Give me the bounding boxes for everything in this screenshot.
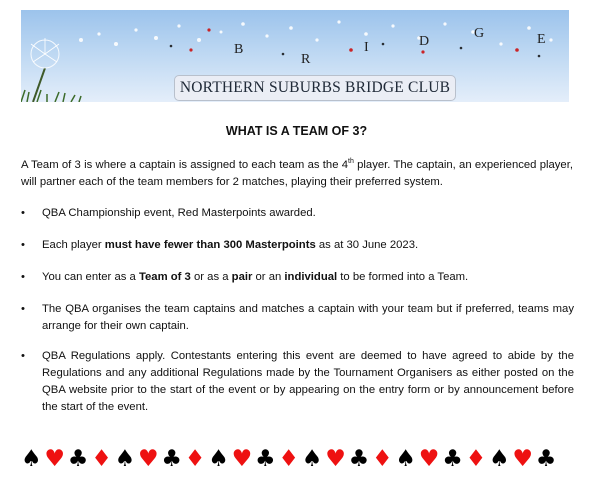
bullet-text-run: as at 30 June 2023. bbox=[315, 239, 419, 251]
bullet-dot: • bbox=[21, 350, 25, 362]
bullet-text-bold: individual bbox=[284, 271, 338, 283]
bullet-text-bold: must have fewer than 300 Masterpoints bbox=[104, 239, 316, 251]
intro-paragraph bbox=[21, 153, 573, 191]
bullet-text-run: or an bbox=[252, 271, 285, 283]
bullet-text-run: The QBA organises the team captains and matches a captain with your team but if preferred, teams may arrange for their own captain. bbox=[42, 303, 574, 332]
banner-letter-g: G bbox=[474, 26, 485, 41]
bullet-dot: • bbox=[21, 271, 25, 283]
heart-icon: ♥ bbox=[138, 446, 159, 472]
bullet-text-run: You can enter as a bbox=[42, 271, 139, 283]
bullet-dot: • bbox=[21, 303, 25, 315]
banner-letter-d: D bbox=[419, 34, 430, 49]
bullet-text bbox=[42, 269, 574, 286]
club-icon: ♣ bbox=[67, 446, 89, 472]
club-icon: ♣ bbox=[442, 446, 463, 472]
heart-icon: ♥ bbox=[418, 446, 440, 472]
suit-border bbox=[21, 445, 573, 473]
bullet-text-run: to be formed into a Team. bbox=[337, 271, 469, 283]
intro-text-start: A Team of 3 is where a captain is assigned to each team as the 4 bbox=[21, 158, 349, 171]
diamond-icon: ♦ bbox=[372, 446, 393, 472]
heart-icon: ♥ bbox=[44, 446, 66, 472]
bullet-dot: • bbox=[21, 207, 25, 219]
heart-icon: ♥ bbox=[325, 446, 346, 472]
club-icon: ♣ bbox=[161, 446, 183, 472]
spade-icon: ♠ bbox=[395, 446, 417, 472]
club-icon: ♣ bbox=[348, 446, 370, 472]
bullet-text bbox=[42, 348, 574, 416]
header-banner bbox=[21, 10, 569, 102]
banner-letter-r: R bbox=[301, 52, 311, 67]
club-name: NORTHERN SUBURBS BRIDGE CLUB bbox=[179, 79, 451, 96]
bullet-text bbox=[42, 205, 574, 222]
diamond-icon: ♦ bbox=[278, 446, 300, 472]
spade-icon: ♠ bbox=[301, 446, 323, 472]
diamond-icon: ♦ bbox=[184, 446, 206, 472]
intro-superscript: th bbox=[348, 158, 354, 165]
diamond-icon: ♦ bbox=[91, 446, 112, 472]
bullet-text-run: QBA Regulations apply. Contestants entering this event are deemed to have agreed to abide by the Regulations and any additional Regulations made by the Tournament Organisers as either posted on the QBA website prior to the start of the event or by appearing on the entry form or by announcement before the start of the event. bbox=[42, 350, 574, 413]
club-icon: ♣ bbox=[535, 446, 557, 472]
heart-icon: ♥ bbox=[231, 446, 253, 472]
banner-letter-e: E bbox=[537, 32, 546, 47]
bullet-text-bold: pair bbox=[231, 271, 253, 283]
bullet-text-bold: Team of 3 bbox=[138, 271, 191, 283]
diamond-icon: ♦ bbox=[465, 446, 487, 472]
banner-letter-b: B bbox=[234, 42, 244, 57]
spade-icon: ♠ bbox=[114, 446, 136, 472]
banner-letter-i: I bbox=[364, 40, 369, 55]
club-icon: ♣ bbox=[255, 446, 276, 472]
bullet-dot: • bbox=[21, 239, 25, 251]
heart-icon: ♥ bbox=[512, 446, 534, 472]
bullet-text-run: QBA Championship event, Red Masterpoints awarded. bbox=[42, 207, 316, 219]
bullet-text bbox=[42, 237, 574, 254]
spade-icon: ♠ bbox=[21, 446, 42, 472]
spade-icon: ♠ bbox=[489, 446, 510, 472]
spade-icon: ♠ bbox=[208, 446, 229, 472]
bullet-text-run: Each player bbox=[42, 239, 105, 251]
intro-text-end: player. The captain, an experienced player, will partner each of the team members for 2 matches, playing their preferred system. bbox=[21, 158, 573, 188]
bullet-text-run: or as a bbox=[190, 271, 232, 283]
club-name-box bbox=[174, 75, 456, 101]
bullet-text bbox=[42, 301, 574, 335]
page-title: WHAT IS A TEAM OF 3? bbox=[225, 124, 368, 138]
